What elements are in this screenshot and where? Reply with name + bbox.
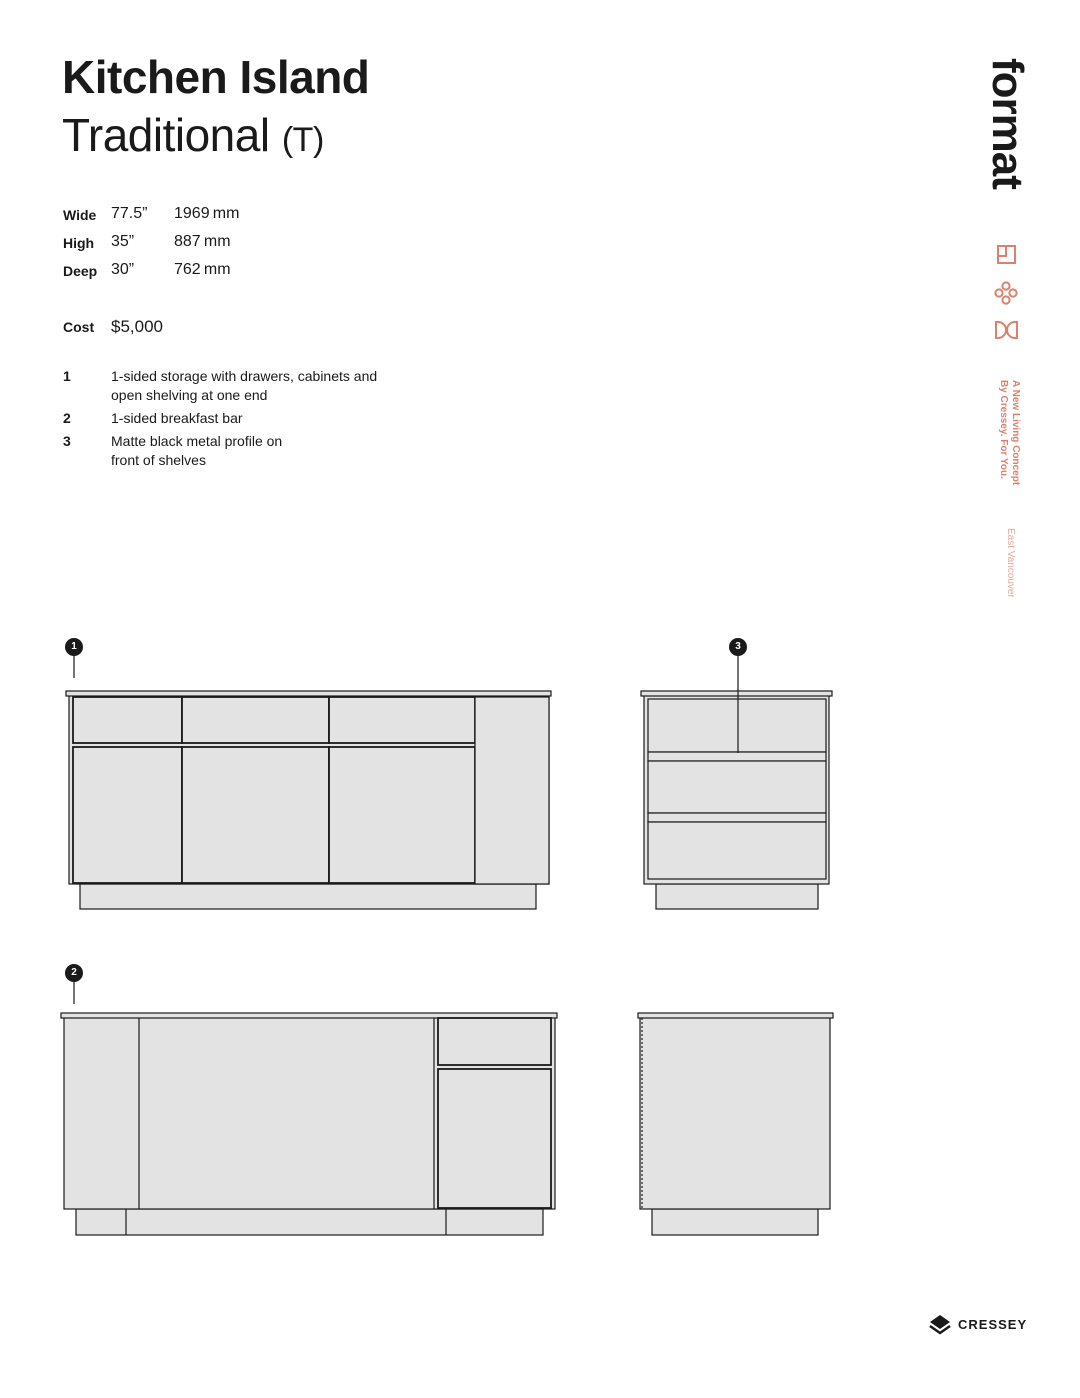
open-shelf [648, 822, 826, 879]
shelf-profile [648, 813, 826, 822]
feature-text: 1-sided breakfast bar [111, 410, 243, 426]
spec-mm: 887 mm [174, 233, 231, 250]
cabinet-door [329, 747, 475, 883]
cost-value: $5,000 [111, 317, 163, 336]
drawing-back-elevation [61, 1013, 557, 1235]
feature-number: 2 [63, 410, 71, 426]
spec-mm: 1969 mm [174, 205, 240, 222]
spec-label: Wide [63, 207, 97, 223]
drawing-front-elevation [66, 691, 551, 909]
spec-inches: 77.5” [111, 205, 148, 222]
subtitle-text: Traditional [62, 109, 270, 161]
tagline-line-2: By Cressey. For You. [998, 380, 1009, 479]
plinth [656, 884, 818, 909]
cabinet-door [182, 747, 329, 883]
drawer [182, 697, 329, 743]
open-shelf [648, 761, 826, 813]
subtitle-code: (T) [281, 121, 324, 159]
countertop [638, 1013, 833, 1018]
shelf-profile [648, 752, 826, 761]
page-title: Kitchen Island [62, 51, 370, 103]
drawer [329, 697, 475, 743]
feature-text: Matte black metal profile on front of shelves [111, 433, 283, 468]
cabinet-body [640, 1017, 830, 1209]
tagline-line-1: A New Living Concept [1010, 380, 1021, 486]
spec-label: High [63, 235, 95, 251]
countertop [66, 691, 551, 696]
plinth [652, 1209, 818, 1235]
cost-label: Cost [63, 319, 95, 335]
feature-text: 1-sided storage with drawers, cabinets and open shelving at one end [111, 368, 378, 403]
spec-label: Deep [63, 263, 98, 279]
drawing-shelf-end [641, 655, 832, 909]
spec-mm: 762 mm [174, 261, 231, 278]
cabinet-door [73, 747, 182, 883]
drawer [438, 1018, 551, 1065]
marker-2: 2 [65, 964, 83, 982]
company-name: CRESSEY [958, 1317, 1028, 1332]
spec-inches: 30” [111, 261, 135, 278]
end-panel [475, 697, 549, 884]
location-text: East Vancouver [1005, 528, 1016, 598]
cabinet-door [438, 1069, 551, 1208]
cressey-mark-icon [926, 1313, 954, 1335]
feature-number: 3 [63, 433, 71, 449]
plinth [80, 884, 536, 909]
marker-3: 3 [729, 638, 747, 656]
countertop [641, 691, 832, 696]
feature-number: 1 [63, 368, 71, 384]
brand-wordmark: format [983, 58, 1032, 189]
drawer [73, 697, 182, 743]
marker-1: 1 [65, 638, 83, 656]
open-shelf [648, 699, 826, 752]
drawing-plain-end [638, 1013, 833, 1235]
spec-inches: 35” [111, 233, 135, 250]
plinth [76, 1209, 543, 1235]
